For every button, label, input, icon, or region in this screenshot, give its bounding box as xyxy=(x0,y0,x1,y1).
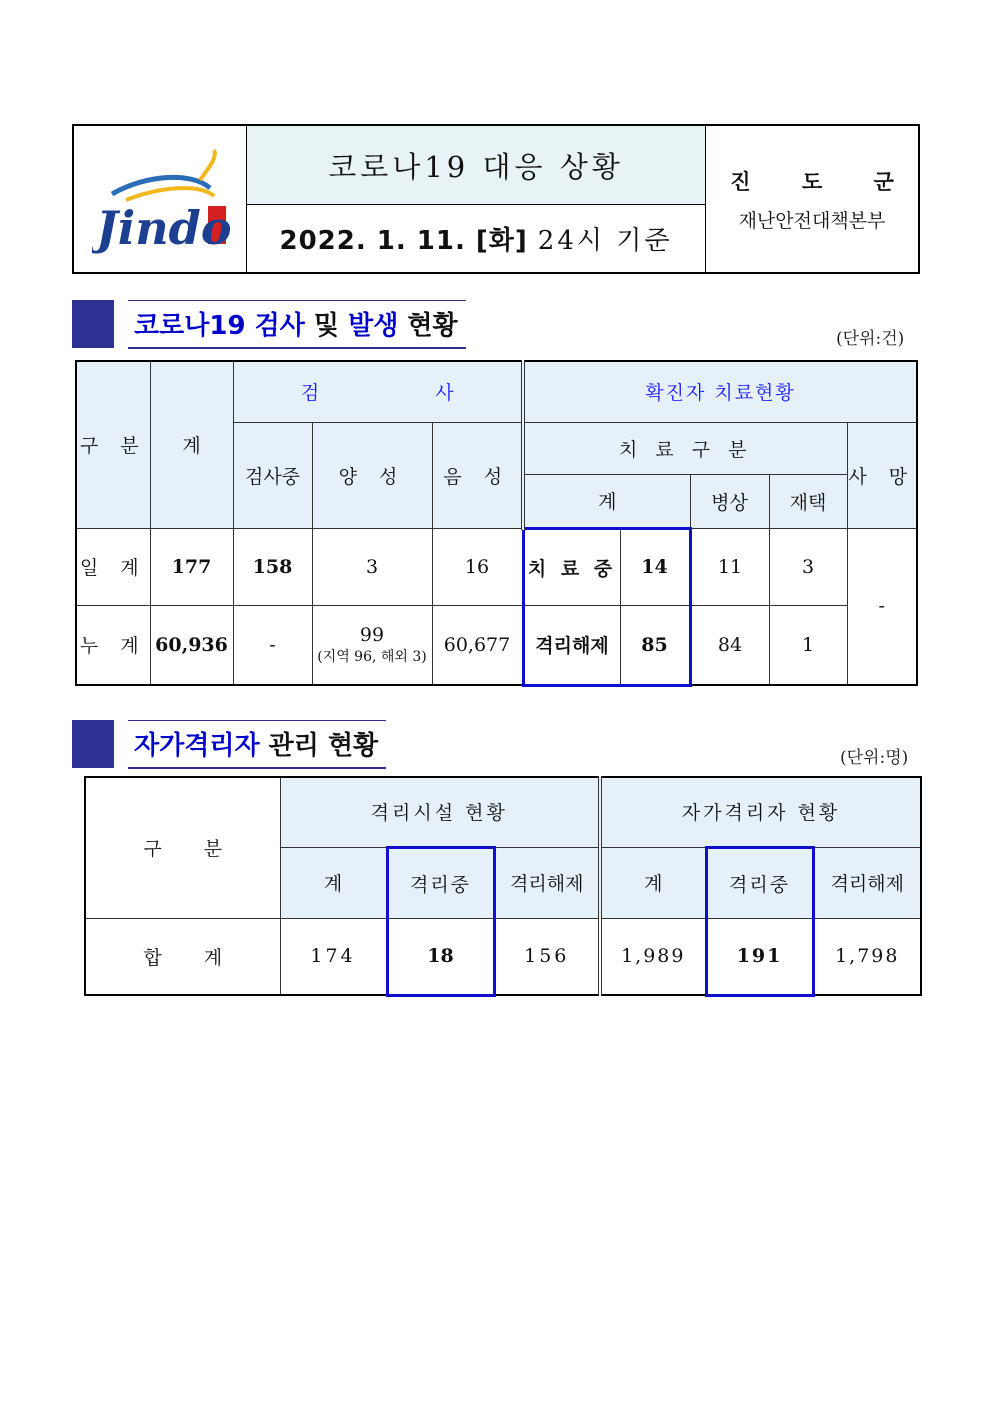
cell-facility-total: 174 xyxy=(280,918,387,995)
cell-status: 격리해제 xyxy=(523,605,620,685)
section1-heading xyxy=(72,300,466,348)
quarantine-table xyxy=(84,776,922,997)
hdr-self-total: 계 xyxy=(600,847,706,918)
hdr-treatment: 치 료 구 분 xyxy=(523,422,847,474)
report-date xyxy=(247,205,705,272)
positive-value: 99 xyxy=(359,623,385,646)
hdr-confirmed: 확진자 치료현황 xyxy=(523,361,917,422)
cell-status: 치 료 중 xyxy=(523,528,620,605)
cell-home: 3 xyxy=(769,528,847,605)
cell-self-total: 1,989 xyxy=(600,918,706,995)
logo-cell xyxy=(74,126,247,272)
unit-label: (단위:건) xyxy=(836,329,905,349)
heading-part: 및 xyxy=(313,311,340,341)
row-label: 누 계 xyxy=(76,605,150,685)
cell-total: 177 xyxy=(150,528,233,605)
hdr-negative: 음 성 xyxy=(432,422,523,528)
heading-part: 자가격리자 xyxy=(134,731,260,761)
hdr-home: 재택 xyxy=(769,474,847,528)
hdr-facility-released: 격리해제 xyxy=(494,847,600,918)
hdr-category: 구 분 xyxy=(76,361,150,528)
report-header xyxy=(72,124,920,274)
heading-part: 코로나19 검사 xyxy=(134,311,305,341)
hdr-test: 검 사 xyxy=(233,361,523,422)
cell-facility-ing: 18 xyxy=(387,918,494,995)
title-cell xyxy=(247,126,706,272)
hdr-facility: 격리시설 현황 xyxy=(280,777,600,847)
cell-treatment-total: 14 xyxy=(620,528,690,605)
cell-testing: 158 xyxy=(233,528,312,605)
org-sub: 재난안전대책본부 xyxy=(738,209,886,232)
hdr-category: 구 분 xyxy=(85,777,280,918)
cell-negative: 16 xyxy=(432,528,523,605)
cell-hospital: 84 xyxy=(690,605,769,685)
time-text: 24시 기준 xyxy=(537,226,673,256)
hdr-hospital: 병상 xyxy=(690,474,769,528)
date-text: 2022. 1. 11. [화] xyxy=(279,226,528,256)
hdr-death: 사 망 xyxy=(847,422,917,528)
report-title: 코로나19 대응 상황 xyxy=(247,126,705,205)
hdr-total: 계 xyxy=(150,361,233,528)
heading-square xyxy=(72,720,114,768)
logo-text: Jindo xyxy=(96,201,232,254)
cell-positive: 3 xyxy=(312,528,432,605)
row-label: 합 계 xyxy=(85,918,280,995)
hdr-facility-ing: 격리중 xyxy=(387,847,494,918)
cell-hospital: 11 xyxy=(690,528,769,605)
row-label: 일 계 xyxy=(76,528,150,605)
cell-death: - xyxy=(847,528,917,685)
hdr-self-released: 격리해제 xyxy=(813,847,921,918)
cell-positive xyxy=(312,605,432,685)
heading-part: 발생 xyxy=(348,311,399,341)
cell-self-ing: 191 xyxy=(706,918,813,995)
hdr-testing: 검사중 xyxy=(233,422,312,528)
table-row xyxy=(76,528,917,605)
cell-home: 1 xyxy=(769,605,847,685)
org-cell xyxy=(706,126,918,272)
hdr-facility-total: 계 xyxy=(280,847,387,918)
cell-self-released: 1,798 xyxy=(813,918,921,995)
hdr-self-ing: 격리중 xyxy=(706,847,813,918)
heading-part: 관리 현황 xyxy=(268,731,379,761)
positive-detail: (지역 96, 해외 3) xyxy=(317,648,427,665)
hdr-self: 자가격리자 현황 xyxy=(600,777,921,847)
unit-label: (단위:명) xyxy=(840,748,909,768)
hdr-treatment-total: 계 xyxy=(523,474,690,528)
heading-square xyxy=(72,300,114,348)
section2-heading xyxy=(72,720,386,768)
heading-part: 현황 xyxy=(407,311,458,341)
test-status-table xyxy=(75,360,918,687)
cell-total: 60,936 xyxy=(150,605,233,685)
hdr-positive: 양 성 xyxy=(312,422,432,528)
cell-treatment-total: 85 xyxy=(620,605,690,685)
org-name: 진 도 군 xyxy=(730,168,916,194)
cell-facility-released: 156 xyxy=(494,918,600,995)
cell-negative: 60,677 xyxy=(432,605,523,685)
table-row xyxy=(85,918,921,995)
cell-testing: - xyxy=(233,605,312,685)
table-row xyxy=(76,605,917,685)
jindo-logo xyxy=(92,146,232,254)
